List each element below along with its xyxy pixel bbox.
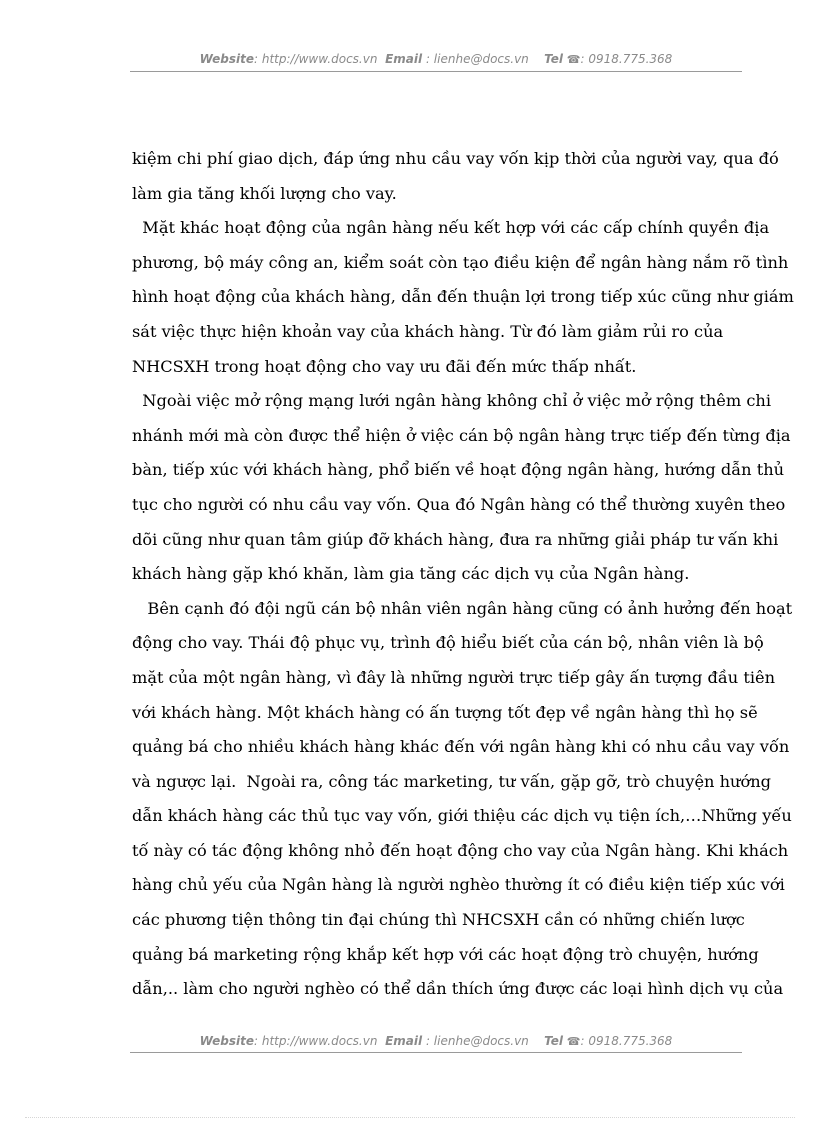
body-line: tố này có tác động không nhỏ đến hoạt động cho vay của Ngân hàng. Khi khách	[132, 840, 789, 860]
footer-rule	[130, 1052, 742, 1053]
phone-icon: ☎	[566, 53, 581, 66]
body-line: các phương tiện thông tin đại chúng thì NHCSXH cần có những chiến lược	[132, 910, 745, 930]
body-line: sát việc thực hiện khoản vay của khách hàng. Từ đó làm giảm rủi ro của	[132, 321, 724, 341]
header-email-label: Email	[385, 52, 423, 66]
body-line: bàn, tiếp xúc với khách hàng, phổ biến về hoạt động ngân hàng, hướng dẫn thủ	[132, 460, 785, 480]
footer-tel-value: : 0918.775.368	[580, 1034, 673, 1048]
body-line: Mặt khác hoạt động của ngân hàng nếu kết hợp với các cấp chính quyền địa	[132, 218, 770, 238]
body-line: dẫn khách hàng các thủ tục vay vốn, giới thiệu các dịch vụ tiện ích,…Những yếu	[132, 806, 792, 826]
body-line: làm gia tăng khối lượng cho vay.	[132, 183, 397, 203]
body-line: khách hàng gặp khó khăn, làm gia tăng các dịch vụ của Ngân hàng.	[132, 564, 690, 584]
footer-tel-label: Tel	[544, 1034, 563, 1048]
body-line: hàng chủ yếu của Ngân hàng là người nghèo thường ít có điều kiện tiếp xúc với	[132, 875, 785, 895]
body-line: Bên cạnh đó đội ngũ cán bộ nhân viên ngân hàng cũng có ảnh hưởng đến hoạt	[132, 598, 793, 618]
footer-email-label: Email	[385, 1034, 423, 1048]
body-line: nhánh mới mà còn được thể hiện ở việc cán bộ ngân hàng trực tiếp đến từng địa	[132, 425, 791, 445]
header-website-value: : http://www.docs.vn	[254, 52, 378, 66]
body-line: hình hoạt động của khách hàng, dẫn đến thuận lợi trong tiếp xúc cũng như giám	[132, 287, 794, 307]
header-rule	[130, 71, 742, 72]
body-line: dõi cũng như quan tâm giúp đỡ khách hàng, đưa ra những giải pháp tư vấn khi	[132, 529, 779, 549]
header-email-value: : lienhe@docs.vn	[425, 52, 529, 66]
header-website-label: Website	[199, 52, 254, 66]
footer-email-value: : lienhe@docs.vn	[425, 1034, 529, 1048]
body-line: kiệm chi phí giao dịch, đáp ứng nhu cầu vay vốn kịp thời của người vay, qua đó	[132, 149, 779, 168]
phone-icon: ☎	[566, 1035, 581, 1048]
page-footer	[130, 1034, 742, 1048]
body-line: mặt của một ngân hàng, vì đây là những người trực tiếp gây ấn tượng đầu tiên	[132, 667, 776, 687]
page-header	[130, 52, 742, 66]
body-line: dẫn,.. làm cho người nghèo có thể dần thích ứng được các loại hình dịch vụ của	[132, 979, 784, 999]
body-line: và ngược lại. Ngoài ra, công tác marketing, tư vấn, gặp gỡ, trò chuyện hướng	[132, 771, 771, 791]
footer-website-label: Website	[199, 1034, 254, 1048]
footer-website-value: : http://www.docs.vn	[254, 1034, 378, 1048]
body-line: với khách hàng. Một khách hàng có ấn tượng tốt đẹp về ngân hàng thì họ sẽ	[132, 702, 758, 722]
header-tel-value: : 0918.775.368	[580, 52, 673, 66]
page-edge-divider	[25, 1117, 795, 1118]
body-line: tục cho người có nhu cầu vay vốn. Qua đó Ngân hàng có thể thường xuyên theo	[132, 494, 786, 514]
body-line: NHCSXH trong hoạt động cho vay ưu đãi đến mức thấp nhất.	[132, 356, 637, 376]
body-line: quảng bá marketing rộng khắp kết hợp với các hoạt động trò chuyện, hướng	[132, 944, 759, 964]
body-line: quảng bá cho nhiều khách hàng khác đến với ngân hàng khi có nhu cầu vay vốn	[132, 737, 790, 757]
body-line: động cho vay. Thái độ phục vụ, trình độ hiểu biết của cán bộ, nhân viên là bộ	[132, 633, 764, 653]
body-text	[132, 142, 794, 1007]
header-tel-label: Tel	[544, 52, 563, 66]
body-line: phương, bộ máy công an, kiểm soát còn tạo điều kiện để ngân hàng nắm rõ tình	[132, 252, 789, 272]
body-line: Ngoài việc mở rộng mạng lưới ngân hàng không chỉ ở việc mở rộng thêm chi	[132, 391, 771, 411]
